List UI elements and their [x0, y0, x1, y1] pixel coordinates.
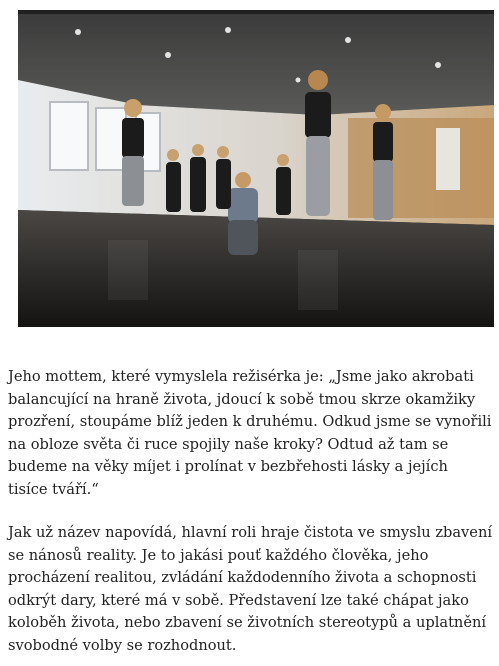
dance-photo-image	[18, 10, 494, 327]
article-photo	[18, 10, 494, 327]
article-paragraph: Jak už název napovídá, hlavní roli hraje čistota ve smyslu zbavení se nánosů reality. Je to jakási pouť každého člověka, jeho procházení realitou, zvládání každodenního života a schopnosti odkrýt dary, které má v sobě. Představení lze také chápat jako koloběh života, nebo zbavení se životních stereotypů a uplatnění svobodné volby se rozhodnout.	[8, 524, 493, 654]
article-paragraph: Jeho mottem, které vymyslela režisérka je: „Jsme jako akrobati balancující na hraně života, jdoucí k sobě tmou skrze okamžiky prozření, stoupáme blíž jeden k druhému. Odkud jsme se vynořili na obloze světa či ruce spojily naše kroky? Odtud až tam se budeme na věky míjet i prolínat v bezbřehosti lásky a jejích tisíce tváří.“	[8, 368, 492, 498]
